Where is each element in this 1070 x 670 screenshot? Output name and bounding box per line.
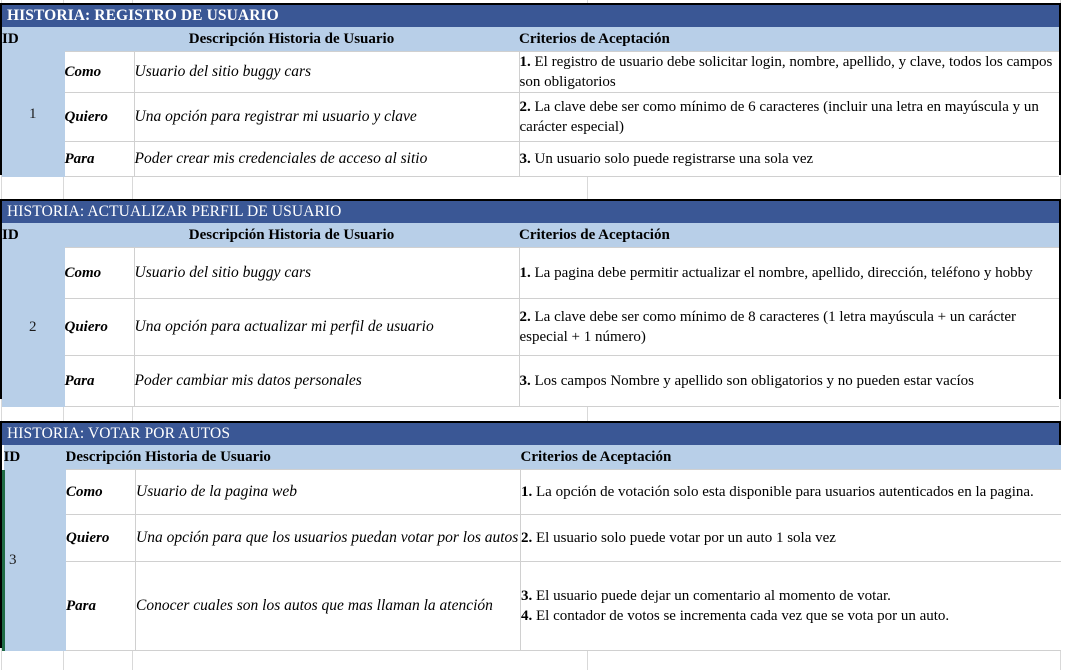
row-label-quiero: Quiero [64, 299, 134, 356]
criterion-2-1 [519, 248, 1059, 299]
criterion-2-3 [519, 356, 1059, 407]
criterion-text: Un usuario solo puede registrarse una sola vez [530, 151, 814, 167]
row-label-quiero: Quiero [64, 93, 134, 142]
criterion-number: 1. [519, 265, 531, 281]
story-id-1: 1 [2, 52, 64, 177]
criterion-line [521, 606, 1061, 626]
user-story-block-2 [0, 199, 1061, 399]
criterion-number: 3. [519, 151, 531, 167]
criterion-2-2 [519, 299, 1059, 356]
criterion-3-3 [521, 562, 1061, 651]
story-title-3: HISTORIA: VOTAR POR AUTOS [2, 423, 1059, 445]
column-header-id: ID [2, 223, 64, 248]
criterion-text: El usuario solo puede votar por un auto 1 sola vez [532, 530, 836, 546]
table-row [4, 515, 1061, 562]
table-row [2, 93, 1059, 142]
row-label-como: Como [64, 248, 134, 299]
criterion-text: Los campos Nombre y apellido son obligatorios y no pueden estar vacíos [530, 373, 974, 389]
criterion-text: El usuario puede dejar un comentario al momento de votar. [532, 588, 891, 604]
row-label-como: Como [66, 470, 136, 515]
table-header-row [4, 445, 1061, 470]
row-label-quiero: Quiero [66, 515, 136, 562]
column-header-description: Descripción Historia de Usuario [66, 445, 521, 470]
story-quiero-2: Una opción para actualizar mi perfil de usuario [134, 299, 519, 356]
column-header-id: ID [2, 27, 64, 52]
criterion-line [521, 586, 1061, 606]
user-story-block-3 [0, 421, 1061, 648]
table-row [2, 52, 1059, 93]
criterion-text: La clave debe ser como mínimo de 6 caracteres (incluir una letra en mayúscula y un carácter especial) [519, 99, 1039, 135]
table-row [2, 299, 1059, 356]
criterion-1-2 [519, 93, 1059, 142]
criterion-number: 4. [521, 608, 533, 624]
table-row [4, 470, 1061, 515]
story-quiero-1: Una opción para registrar mi usuario y clave [134, 93, 519, 142]
column-header-criteria: Criterios de Aceptación [519, 27, 1059, 52]
story-como-1: Usuario del sitio buggy cars [134, 52, 519, 93]
criterion-text: La pagina debe permitir actualizar el nombre, apellido, dirección, teléfono y hobby [530, 265, 1033, 281]
criterion-3-2 [521, 515, 1061, 562]
criterion-1-1 [519, 52, 1059, 93]
criterion-number: 3. [521, 588, 533, 604]
table-header-row [2, 27, 1059, 52]
story-id-3: 3 [4, 470, 66, 651]
table-row [2, 142, 1059, 177]
criterion-1-3 [519, 142, 1059, 177]
column-header-description: Descripción Historia de Usuario [64, 27, 519, 52]
story-como-3: Usuario de la pagina web [136, 470, 521, 515]
criterion-3-1 [521, 470, 1061, 515]
story-quiero-3: Una opción para que los usuarios puedan votar por los autos [136, 515, 521, 562]
story-id-2: 2 [2, 248, 64, 407]
row-label-para: Para [64, 142, 134, 177]
criterion-number: 2. [519, 99, 531, 115]
table-row [2, 248, 1059, 299]
column-header-criteria: Criterios de Aceptación [519, 223, 1059, 248]
column-header-description: Descripción Historia de Usuario [64, 223, 519, 248]
criterion-text: La opción de votación solo esta disponible para usuarios autenticados en la pagina. [532, 484, 1034, 500]
story-table-3 [2, 445, 1061, 651]
story-title-2: HISTORIA: ACTUALIZAR PERFIL DE USUARIO [2, 201, 1059, 223]
table-row [2, 356, 1059, 407]
story-para-2: Poder cambiar mis datos personales [134, 356, 519, 407]
row-label-para: Para [66, 562, 136, 651]
criterion-number: 1. [519, 54, 531, 70]
criterion-number: 1. [521, 484, 533, 500]
story-como-2: Usuario del sitio buggy cars [134, 248, 519, 299]
criterion-number: 2. [519, 309, 531, 325]
story-title-1: HISTORIA: REGISTRO DE USUARIO [2, 5, 1059, 27]
table-row [4, 562, 1061, 651]
story-para-3: Conocer cuales son los autos que mas llaman la atención [136, 562, 521, 651]
table-header-row [2, 223, 1059, 248]
criterion-text: La clave debe ser como mínimo de 8 caracteres (1 letra mayúscula + un carácter especial + 1 número) [519, 309, 1017, 345]
row-label-para: Para [64, 356, 134, 407]
criterion-text: El registro de usuario debe solicitar login, nombre, apellido, y clave, todos los campos son obligatorios [519, 54, 1053, 90]
story-table-2 [2, 223, 1059, 407]
column-header-id: ID [4, 445, 66, 470]
criterion-number: 2. [521, 530, 533, 546]
column-header-criteria: Criterios de Aceptación [521, 445, 1061, 470]
criterion-number: 3. [519, 373, 531, 389]
user-story-block-1 [0, 3, 1061, 175]
story-para-1: Poder crear mis credenciales de acceso al sitio [134, 142, 519, 177]
criterion-text: El contador de votos se incrementa cada vez que se vota por un auto. [532, 608, 950, 624]
story-table-1 [2, 27, 1059, 177]
row-label-como: Como [64, 52, 134, 93]
